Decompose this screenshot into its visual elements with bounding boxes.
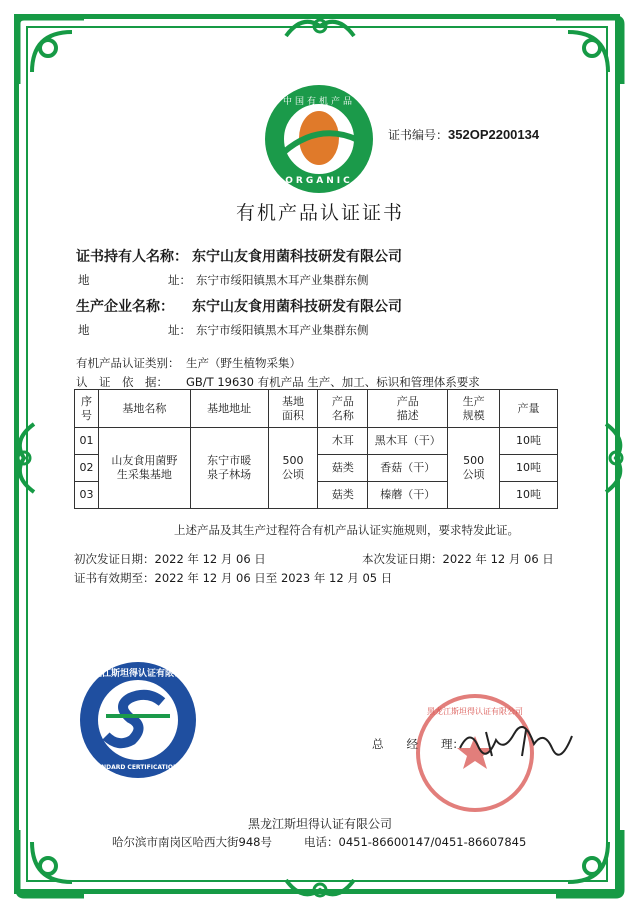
row-product-desc: 香菇（干） <box>368 455 448 482</box>
signature-label: 总 经 理： <box>372 737 464 751</box>
organic-logo <box>262 82 376 196</box>
base-address-cell: 东宁市暖 泉子林场 <box>190 428 268 509</box>
header-base-area: 基地 面积 <box>268 390 318 428</box>
validity-label: 证书有效期至： <box>74 571 155 585</box>
row-product-desc: 榛蘑（干） <box>368 482 448 509</box>
header-output: 产量 <box>500 390 558 428</box>
organic-logo-arc-text: 中国有机产品 <box>282 97 355 107</box>
production-scale-cell: 500 公顷 <box>448 428 500 509</box>
left-center-ornament <box>8 420 38 496</box>
producer-address-label-1: 地 <box>78 323 90 337</box>
row-output: 10吨 <box>500 455 558 482</box>
row-output: 10吨 <box>500 428 558 455</box>
holder-name: 东宁山友食用菌科技研发有限公司 <box>192 249 402 265</box>
row-product-name: 菇类 <box>318 455 368 482</box>
row-output: 10吨 <box>500 482 558 509</box>
header-base-address: 基地地址 <box>190 390 268 428</box>
basis-label: 认 证 依 据： <box>76 375 168 389</box>
base-name-cell: 山友食用菌野 生采集基地 <box>98 428 190 509</box>
this-issue-value: 2022 年 12 月 06 日 <box>442 552 554 566</box>
bottom-center-ornament <box>282 876 358 906</box>
holder-address-label-2: 址： <box>168 273 191 287</box>
cert-number <box>388 126 539 143</box>
validity-date <box>74 570 392 586</box>
row-seq: 02 <box>75 455 99 482</box>
organic-logo-bottom-text: ORGANIC <box>285 176 353 186</box>
header-product-desc: 产品 描述 <box>368 390 448 428</box>
corner-ornament-top-left <box>12 12 90 90</box>
corner-ornament-bottom-right <box>550 824 628 902</box>
footer-phone: 电话：0451-86600147/0451-86607845 <box>304 835 527 849</box>
handwritten-signature <box>456 722 576 762</box>
footer-company: 黑龙江斯坦得认证有限公司 <box>247 817 392 831</box>
cb-logo-bottom-text: ST STANDARD CERTIFICATION CO.,LTD <box>78 764 206 771</box>
cert-number-value: 352OP2200134 <box>448 127 540 142</box>
producer-label: 生产企业名称： <box>76 299 174 315</box>
producer-address: 东宁市绥阳镇黑木耳产业集群东侧 <box>196 323 369 337</box>
top-center-ornament <box>282 10 358 40</box>
company-seal-text: 黑龙江斯坦得认证有限公司 <box>427 707 523 716</box>
this-issue-label: 本次发证日期： <box>362 552 443 566</box>
row-product-name: 木耳 <box>318 428 368 455</box>
category-label: 有机产品认证类别： <box>76 356 180 370</box>
holder-address: 东宁市绥阳镇黑木耳产业集群东侧 <box>196 273 369 287</box>
product-table <box>74 389 558 509</box>
header-product-name: 产品 名称 <box>318 390 368 428</box>
footer-address: 哈尔滨市南岗区哈西大街948号 <box>112 835 272 849</box>
row-seq: 03 <box>75 482 99 509</box>
producer-name: 东宁山友食用菌科技研发有限公司 <box>192 299 402 315</box>
holder-address-label-1: 地 <box>78 273 90 287</box>
header-seq: 序 号 <box>75 390 99 428</box>
producer-address-label-2: 址： <box>168 323 191 337</box>
cb-logo-top-text: 黑龙江斯坦得认证有限公司 <box>83 669 192 679</box>
row-product-name: 菇类 <box>318 482 368 509</box>
first-issue-value: 2022 年 12 月 06 日 <box>154 552 266 566</box>
right-center-ornament <box>602 420 632 496</box>
cb-logo <box>78 660 206 780</box>
cert-number-label: 证书编号： <box>388 128 449 142</box>
first-issue-label: 初次发证日期： <box>74 552 155 566</box>
conformity-statement: 上述产品及其生产过程符合有机产品认证实施规则，要求特发此证。 <box>174 523 519 537</box>
corner-ornament-bottom-left <box>12 824 90 902</box>
header-production-scale: 生产 规模 <box>448 390 500 428</box>
table-row <box>75 428 558 455</box>
header-base-name: 基地名称 <box>98 390 190 428</box>
basis-value: GB/T 19630 有机产品 生产、加工、标识和管理体系要求 <box>186 375 480 389</box>
page-title: 有机产品认证证书 <box>235 202 404 224</box>
base-area-cell: 500 公顷 <box>268 428 318 509</box>
this-issue-date <box>362 551 554 567</box>
table-header-row <box>75 390 558 428</box>
corner-ornament-top-right <box>550 12 628 90</box>
validity-value: 2022 年 12 月 06 日至 2023 年 12 月 05 日 <box>154 571 393 585</box>
row-seq: 01 <box>75 428 99 455</box>
row-product-desc: 黑木耳（干） <box>368 428 448 455</box>
holder-label: 证书持有人名称： <box>76 249 188 265</box>
first-issue-date <box>74 551 266 567</box>
category-value: 生产（野生植物采集） <box>186 356 301 370</box>
